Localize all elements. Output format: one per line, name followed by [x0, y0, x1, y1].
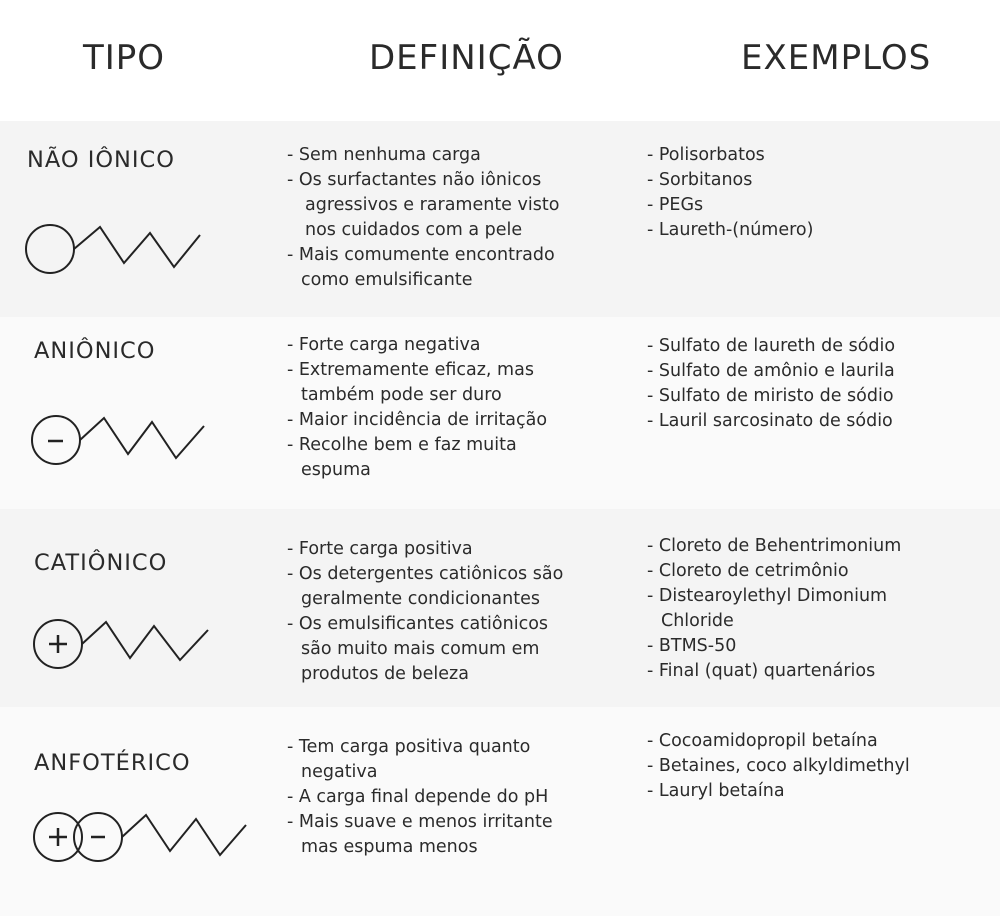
header-tipo: TIPO: [83, 38, 166, 78]
header-exemplos: EXEMPLOS: [741, 38, 932, 78]
list-item: - Lauryl betaína: [647, 781, 785, 801]
examples-list: [647, 143, 813, 243]
list-item: - Sulfato de laureth de sódio: [647, 336, 896, 356]
list-item: - Sorbitanos: [647, 170, 753, 190]
table-row-anionic: [0, 317, 1000, 509]
definition-list: [287, 735, 553, 860]
header-definicao: DEFINIÇÃO: [369, 38, 564, 78]
list-item: negativa: [301, 762, 378, 782]
list-item: - Sulfato de amônio e laurila: [647, 361, 895, 381]
definition-list: [287, 537, 563, 687]
list-item: - Mais comumente encontrado: [287, 245, 555, 265]
list-item: - Cocoamidopropil betaína: [647, 731, 878, 751]
type-name: ANFOTÉRICO: [34, 750, 191, 776]
list-item: - Recolhe bem e faz muita: [287, 435, 517, 455]
examples-list: [647, 534, 901, 684]
nonionic-surfactant-icon: [0, 121, 260, 317]
list-item: - Final (quat) quartenários: [647, 661, 876, 681]
list-item: - Sulfato de miristo de sódio: [647, 386, 894, 406]
list-item: são muito mais comum em: [301, 639, 540, 659]
list-item: - Maior incidência de irritação: [287, 410, 548, 430]
list-item: espuma: [301, 460, 371, 480]
list-item: - Forte carga positiva: [287, 539, 473, 559]
table-row-cationic: [0, 509, 1000, 707]
definition-list: [287, 143, 559, 293]
list-item: - Os surfactantes não iônicos: [287, 170, 542, 190]
list-item: - Betaines, coco alkyldimethyl: [647, 756, 910, 776]
table-row-nonionic: [0, 121, 1000, 317]
definition-list: [287, 333, 547, 483]
list-item: geralmente condicionantes: [301, 589, 540, 609]
table-row-amphoteric: [0, 707, 1000, 916]
list-item: - Lauril sarcosinato de sódio: [647, 411, 893, 431]
list-item: como emulsificante: [301, 270, 473, 290]
anionic-surfactant-icon: [0, 317, 260, 509]
list-item: - A carga final depende do pH: [287, 787, 549, 807]
list-item: - Os emulsificantes catiônicos: [287, 614, 549, 634]
list-item: - Cloreto de cetrimônio: [647, 561, 849, 581]
type-name: NÃO IÔNICO: [27, 147, 175, 173]
table-header: [0, 0, 1000, 120]
list-item: agressivos e raramente visto: [305, 195, 560, 215]
examples-list: [647, 729, 910, 804]
list-item: - Distearoylethyl Dimonium: [647, 586, 888, 606]
list-item: - Os detergentes catiônicos são: [287, 564, 564, 584]
list-item: - Laureth-(número): [647, 220, 814, 240]
list-item: nos cuidados com a pele: [305, 220, 523, 240]
list-item: - BTMS-50: [647, 636, 737, 656]
list-item: mas espuma menos: [301, 837, 478, 857]
examples-list: [647, 334, 895, 434]
list-item: - Cloreto de Behentrimonium: [647, 536, 902, 556]
list-item: - Tem carga positiva quanto: [287, 737, 531, 757]
list-item: - Forte carga negativa: [287, 335, 481, 355]
type-name: CATIÔNICO: [34, 550, 168, 576]
type-name: ANIÔNICO: [34, 338, 156, 364]
amphoteric-surfactant-icon: [0, 707, 260, 916]
list-item: também pode ser duro: [301, 385, 502, 405]
list-item: produtos de beleza: [301, 664, 469, 684]
list-item: Chloride: [661, 611, 734, 631]
list-item: - Mais suave e menos irritante: [287, 812, 553, 832]
list-item: - Extremamente eficaz, mas: [287, 360, 534, 380]
list-item: - PEGs: [647, 195, 704, 215]
list-item: - Sem nenhuma carga: [287, 145, 481, 165]
cationic-surfactant-icon: [0, 509, 260, 707]
list-item: - Polisorbatos: [647, 145, 765, 165]
